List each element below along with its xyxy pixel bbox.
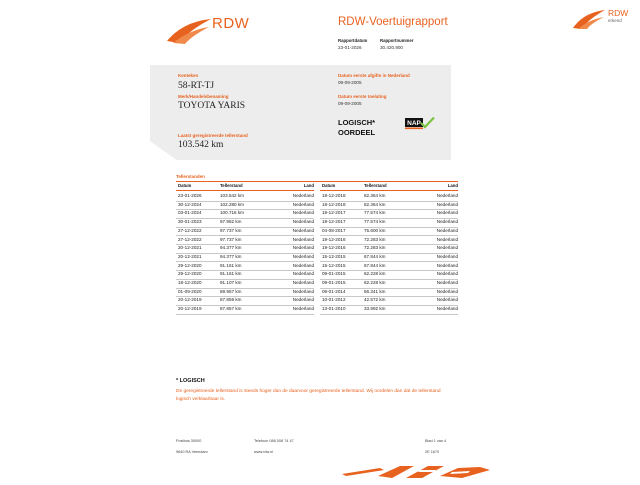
table-cell-date: 19-12-2017 [322,219,346,225]
table-row-separator [320,218,458,219]
table-cell-date: 08-01-2014 [322,288,346,294]
table-cell-reading: 72.283 km [364,236,386,242]
decorative-bottom-stripes [340,462,490,480]
report-number-label: Rapportnummer [380,38,414,43]
table-cell-country: Nederland [436,193,458,198]
license-plate: 58-RT-TJ [178,81,215,91]
table-cell-country: Nederland [292,219,314,225]
table-cell-reading: 103.542 km [220,193,245,198]
rdw-logo-text: RDW [212,15,250,32]
last-odometer-reading: 103.542 km [178,140,224,150]
table-cell-date: 29-12-2020 [178,271,202,277]
table-cell-date: 15-12-2015 [322,253,346,259]
header-underline-right [320,190,458,191]
odometer-verdict [338,118,375,138]
table-cell-country: Nederland [292,306,314,312]
rdw-swoosh-icon [165,15,213,45]
table-cell-country: Nederland [292,201,314,207]
rdw-logo [165,15,250,45]
table-row-separator [176,261,314,262]
table-cell-date: 03-01-2024 [178,210,202,216]
table-row-separator [320,209,458,210]
table-cell-reading: 42.572 km [364,297,386,303]
table-cell-reading: 67.844 km [364,253,386,259]
table-cell-country: Nederland [292,280,314,285]
table-cell-date: 18-12-2020 [178,280,202,285]
table-cell-reading: 67.844 km [364,262,386,268]
table-cell-date: 10-01-2012 [322,297,346,303]
table-cell-date: 19-12-2016 [322,236,346,242]
table-cell-country: Nederland [436,253,458,259]
table-row-separator [320,288,458,289]
table-cell-reading: 62.228 km [364,280,386,285]
table-cell-date: 20-12-2019 [178,306,202,312]
panel-corner-fold [150,141,178,161]
table-cell-country: Nederland [292,193,314,198]
first-admission: 09-09-2005 [338,101,362,106]
erkend-label: erkend [608,18,622,23]
table-row-separator [176,235,314,236]
footer-address-line-1: Postbus 30000 [176,439,202,443]
column-header-reading: Tellerstand [220,183,243,188]
table-cell-date: 13-01-2010 [322,306,346,312]
table-row-separator [176,279,314,280]
table-cell-country: Nederland [436,210,458,216]
plate-label: Kenteken [178,73,199,78]
table-cell-reading: 94.377 km [220,245,242,251]
table-cell-date: 20-12-2019 [178,297,202,303]
footer-phone: Telefoon 088 008 74 47 [254,439,294,443]
table-cell-country: Nederland [436,201,458,207]
rdw-erkend-swoosh-icon [572,8,606,30]
table-cell-reading: 33.992 km [364,306,386,312]
table-cell-reading: 91.107 km [220,280,242,285]
first-admission-label: Datum eerste toelating [338,94,387,99]
table-cell-reading: 97.982 km [220,219,242,225]
table-row-separator [320,201,458,202]
table-row-separator [320,296,458,297]
report-number: 30.420.900 [380,45,403,50]
table-row-separator [176,288,314,289]
nap-logo-text: NAP [407,120,421,128]
column-header-country: Land [447,183,458,188]
table-cell-date: 19-12-2017 [322,210,346,216]
report-date: 23-01-2026 [338,45,362,50]
table-cell-country: Nederland [436,262,458,268]
nap-check-icon [405,117,435,130]
table-row-separator [176,305,314,306]
table-cell-reading: 62.228 km [364,271,386,277]
table-cell-country: Nederland [292,236,314,242]
footnote-text: De geregistreerde tellerstand is steeds hoger dan de daarvoor geregistreerde tellerstand. Wij oordelen dan dat de tellerstand logisch verklaarbaar is. [176,389,441,402]
table-row-separator [176,201,314,202]
table-cell-country: Nederland [292,297,314,303]
table-cell-country: Nederland [292,245,314,251]
table-cell-reading: 82.364 km [364,201,386,207]
table-row-separator [320,314,458,315]
verdict-line-1: LOGISCH* [338,118,376,127]
table-cell-country: Nederland [436,227,458,233]
table-cell-country: Nederland [436,271,458,277]
table-cell-reading: 97.737 km [220,236,242,242]
table-row-separator [176,244,314,245]
table-cell-reading: 75.600 km [364,227,386,233]
table-cell-date: 27-12-2022 [178,227,202,233]
table-cell-reading: 91.161 km [220,262,242,268]
rdw-erkend-text: RDW [608,8,629,18]
vehicle-make: TOYOTA YARIS [178,101,246,111]
table-cell-reading: 87.859 km [220,297,242,303]
column-header-date: Datum [178,183,192,188]
table-cell-country: Nederland [292,210,314,216]
table-row-separator [176,270,314,271]
column-header-date: Datum [322,183,336,188]
table-cell-country: Nederland [292,227,314,233]
table-cell-reading: 97.737 km [220,227,242,233]
table-cell-country: Nederland [292,271,314,277]
table-cell-date: 19-12-2016 [322,245,346,251]
rdw-erkend-logo [572,8,632,32]
header-underline-left [176,190,314,191]
table-cell-country: Nederland [436,297,458,303]
table-cell-country: Nederland [436,245,458,251]
footer-website: www.rdw.nl [254,450,273,454]
document-title: RDW-Voertuigrapport [338,16,448,28]
table-cell-date: 18-12-2018 [322,193,346,198]
table-row-separator [176,296,314,297]
table-row-separator [176,253,314,254]
make-label: Merk/Handelsbenaming [178,94,229,99]
table-cell-reading: 87.857 km [220,306,242,312]
table-cell-date: 04-08-2017 [322,227,346,233]
odometer-table-title: Tellerstanden [176,174,205,179]
table-cell-date: 18-12-2018 [322,201,346,207]
table-cell-reading: 91.161 km [220,271,242,277]
table-cell-date: 30-01-2023 [178,219,202,225]
table-row-separator [320,261,458,262]
table-cell-date: 29-12-2020 [178,262,202,268]
table-cell-country: Nederland [292,262,314,268]
table-cell-reading: 72.283 km [364,245,386,251]
table-cell-date: 15-12-2015 [322,262,346,268]
table-cell-date: 23-01-2026 [178,193,202,198]
footnote-title: * LOGISCH [176,378,205,384]
table-row-separator [320,227,458,228]
odometer-label: Laatst geregistreerde tellerstand [178,133,248,138]
table-cell-date: 09-01-2015 [322,280,346,285]
table-cell-country: Nederland [292,288,314,294]
table-row-separator [176,218,314,219]
table-row-separator [176,227,314,228]
table-row-separator [320,235,458,236]
table-row-separator [320,253,458,254]
table-cell-date: 30-12-2024 [178,201,202,207]
nap-logo [405,117,435,130]
decorative-stripes-icon [340,462,490,480]
verdict-line-2: OORDEEL [338,128,376,137]
table-row-separator [176,314,314,315]
column-header-country: Land [303,183,314,188]
first-registration-nl-label: Datum eerste afgifte in Nederland [338,73,410,78]
table-cell-country: Nederland [436,306,458,312]
table-cell-date: 09-01-2015 [322,271,346,277]
table-cell-date: 20-12-2021 [178,245,202,251]
table-cell-country: Nederland [436,280,458,285]
footer-code: 2E 1670 [425,450,440,454]
table-cell-country: Nederland [436,236,458,242]
table-cell-reading: 100.716 km [220,210,245,216]
table-row-separator [320,305,458,306]
table-cell-date: 27-12-2022 [178,236,202,242]
report-date-label: Rapportdatum [338,38,368,43]
table-cell-country: Nederland [436,288,458,294]
table-cell-reading: 94.377 km [220,253,242,259]
table-cell-reading: 77.574 km [364,219,386,225]
table-row-separator [320,279,458,280]
table-cell-country: Nederland [292,253,314,259]
table-cell-reading: 82.364 km [364,193,386,198]
table-cell-date: 20-12-2021 [178,253,202,259]
first-registration-nl: 09-09-2005 [338,80,362,85]
column-header-reading: Tellerstand [364,183,387,188]
table-cell-reading: 102.280 km [220,201,245,207]
table-cell-reading: 89.957 km [220,288,242,294]
footer-address-line-2: 9640 RA Veendam [176,450,208,454]
table-cell-reading: 56.341 km [364,288,386,294]
table-row-separator [176,209,314,210]
table-row-separator [320,270,458,271]
table-cell-reading: 77.574 km [364,210,386,216]
footer-page-number: Blad 1 van 4 [425,439,447,443]
table-row-separator [320,244,458,245]
table-cell-country: Nederland [436,219,458,225]
table-title-underline [176,181,458,182]
table-cell-date: 01-09-2020 [178,288,202,294]
